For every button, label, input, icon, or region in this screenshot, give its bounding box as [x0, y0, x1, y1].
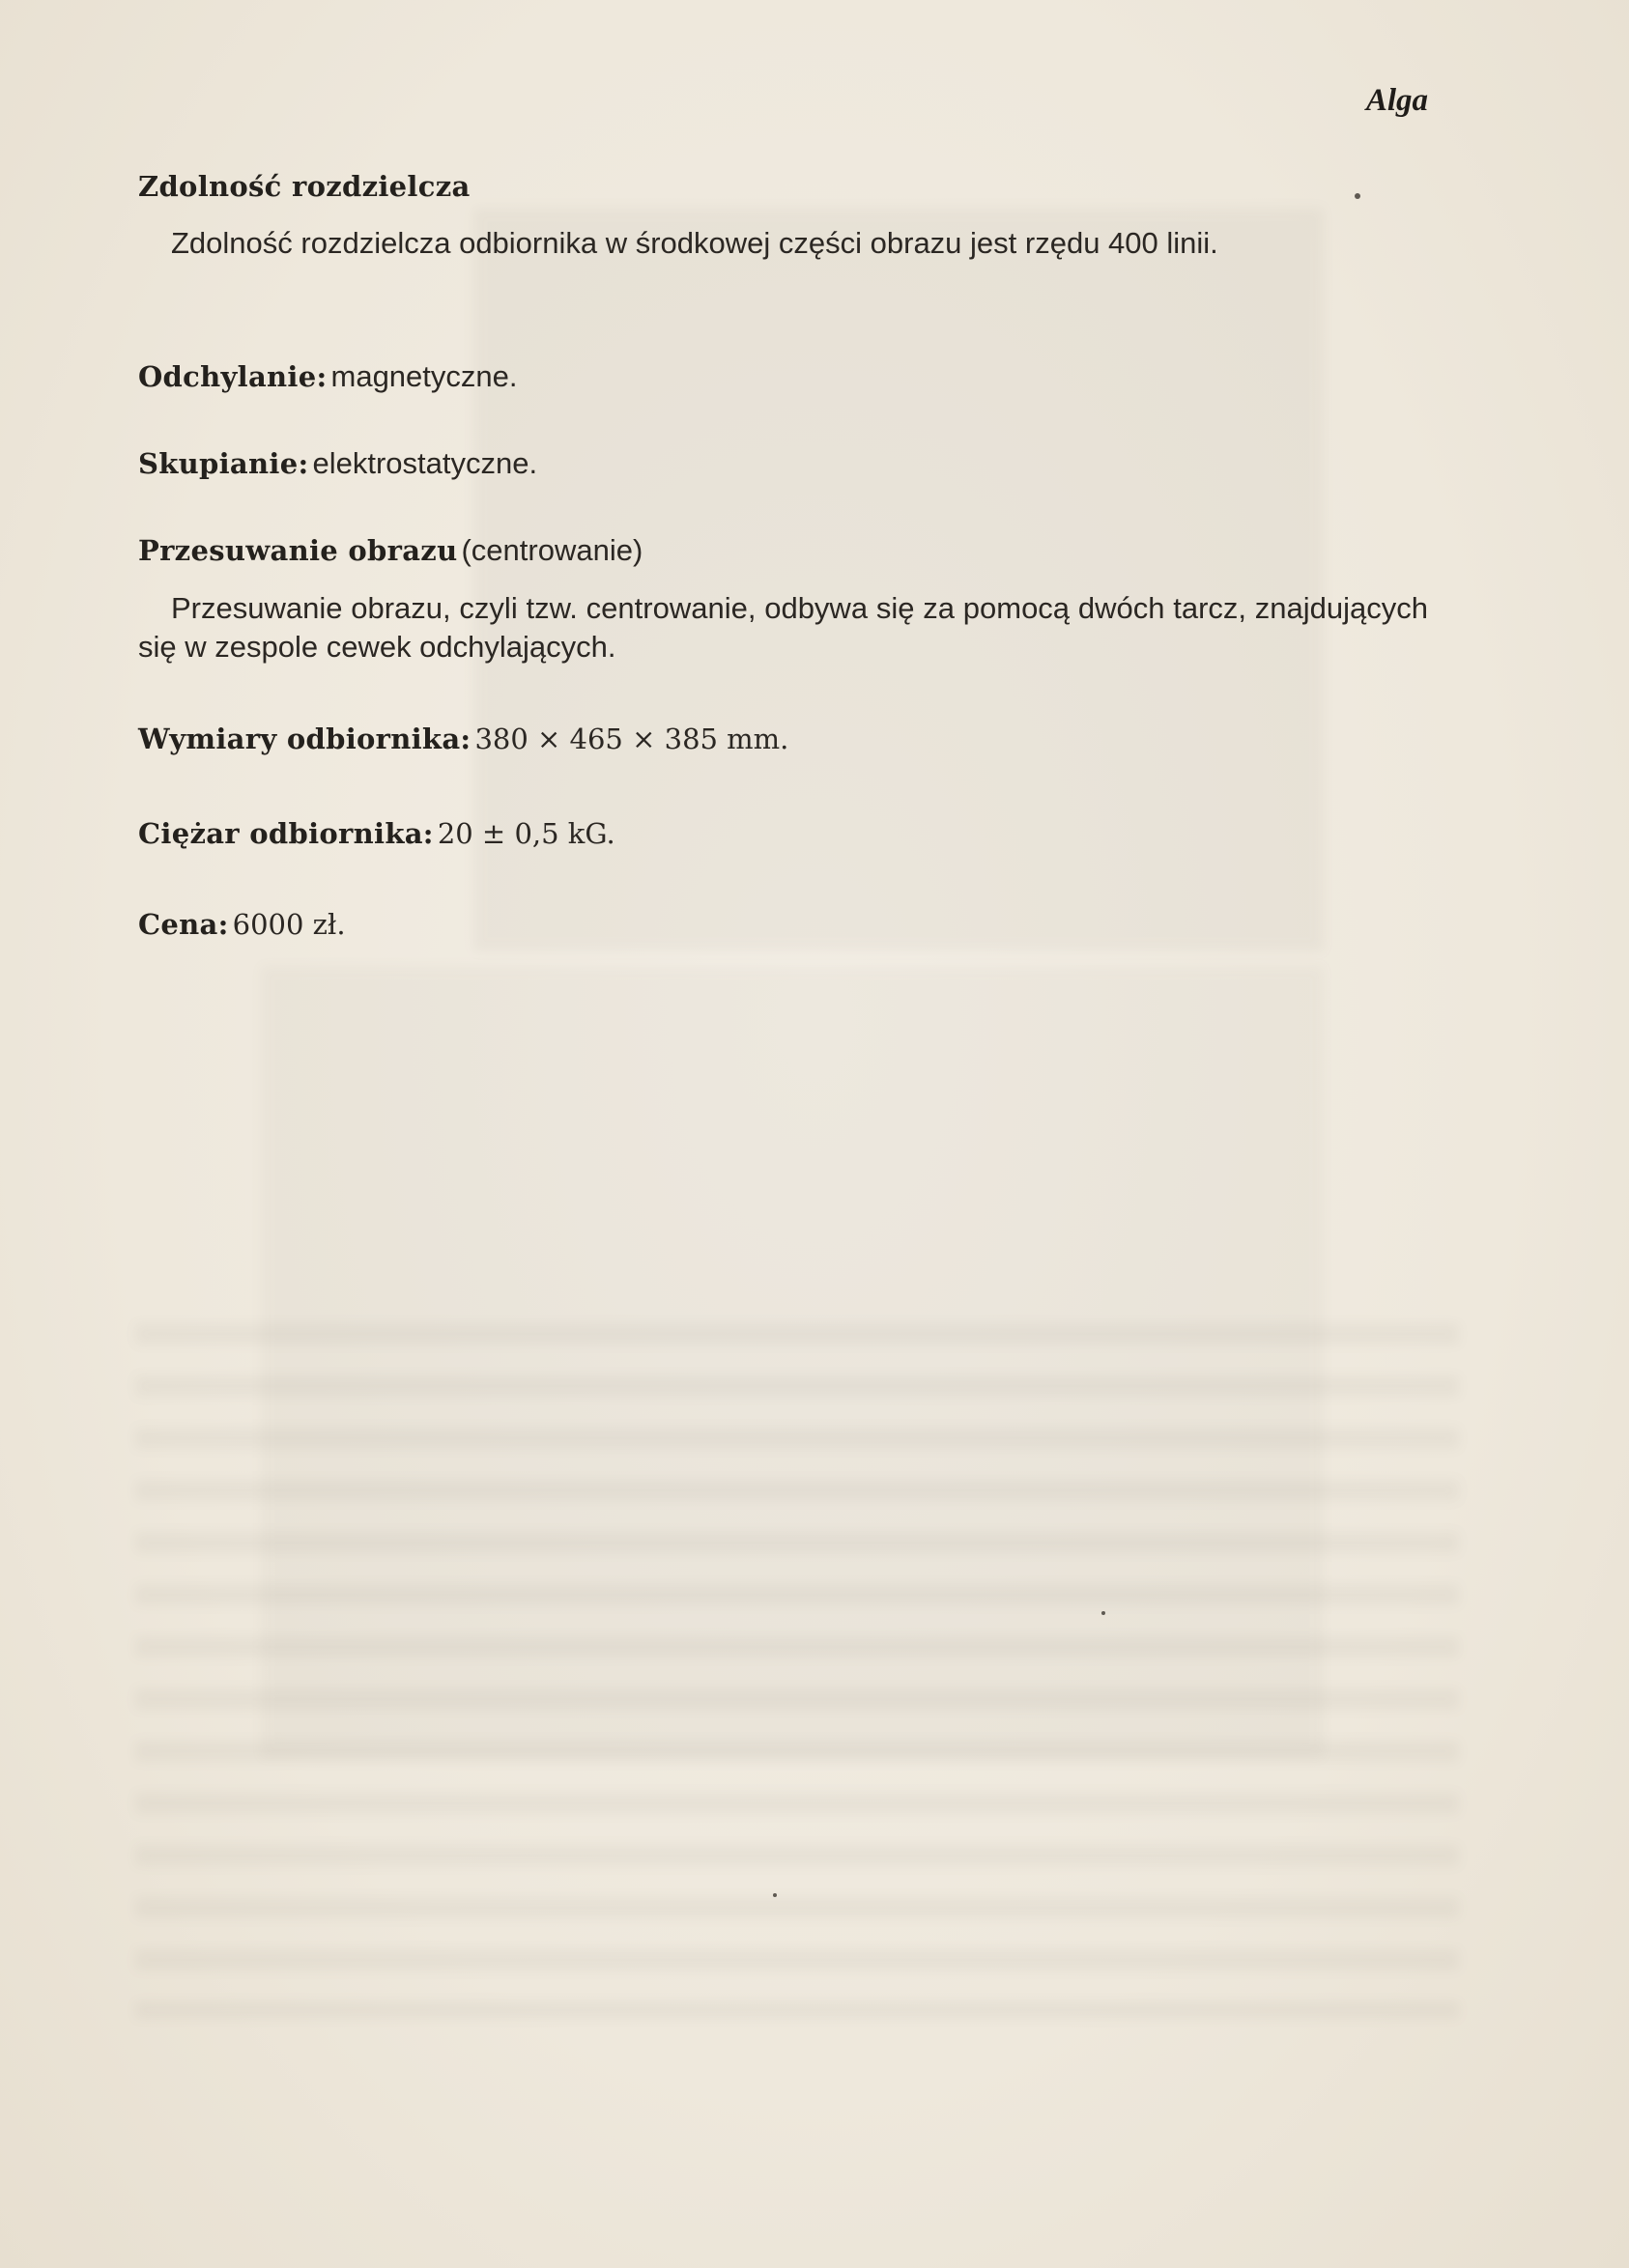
- section-dimensions: [138, 723, 1428, 755]
- section-value: 6000 zł.: [232, 908, 346, 941]
- section-value: elektrostatyczne.: [312, 446, 538, 480]
- section-heading: Wymiary odbiornika:: [138, 723, 472, 755]
- section-centering: [138, 533, 1428, 666]
- section-paragraph: Zdolność rozdzielcza odbiornika w środkowej części obrazu jest rzędu 400 linii.: [171, 226, 1218, 260]
- ink-speck: [1101, 1611, 1105, 1615]
- section-heading: Cena:: [138, 908, 229, 941]
- section-value: 20 ± 0,5 kG.: [437, 817, 615, 850]
- section-value: magnetyczne.: [330, 359, 518, 393]
- section-deflection: [138, 359, 1428, 394]
- section-focusing: [138, 446, 1428, 481]
- running-header: Alga: [1365, 83, 1428, 118]
- section-heading: Zdolność rozdzielcza: [138, 170, 471, 203]
- section-heading: Odchylanie:: [138, 360, 328, 393]
- show-through-text: [135, 1323, 1459, 2019]
- section-value: 380 × 465 × 385 mm.: [474, 723, 789, 755]
- section-paragraph: Przesuwanie obrazu, czyli tzw. centrowanie, odbywa się za pomocą dwóch tarcz, znajdujących się w zespole cewek odchylających.: [138, 591, 1428, 664]
- section-heading: Przesuwanie obrazu: [138, 534, 458, 567]
- show-through-block: [261, 966, 1324, 1758]
- section-heading: Skupianie:: [138, 447, 309, 480]
- section-weight: [138, 817, 1428, 850]
- section-resolution: [138, 170, 1428, 263]
- section-price: [138, 908, 1428, 941]
- ink-speck: [773, 1893, 777, 1897]
- section-heading-suffix: (centrowanie): [461, 533, 643, 567]
- section-heading: Ciężar odbiornika:: [138, 817, 434, 850]
